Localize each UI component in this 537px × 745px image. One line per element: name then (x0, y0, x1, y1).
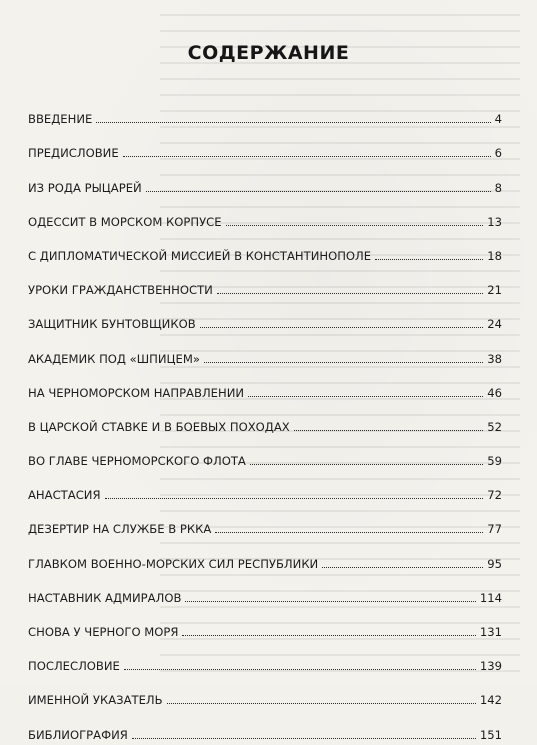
dot-leader (123, 156, 491, 157)
toc-entry-title: В ЦАРСКОЙ СТАВКЕ И В БОЕВЫХ ПОХОДАХ (28, 419, 290, 434)
dot-leader (217, 293, 483, 294)
toc-entry (28, 129, 502, 163)
toc-entry (28, 369, 502, 403)
toc-entry-page-number: 4 (494, 112, 502, 127)
dot-leader (322, 567, 483, 568)
toc-entry-title: ИЗ РОДА РЫЦАРЕЙ (28, 180, 142, 195)
dot-leader (226, 225, 484, 226)
toc-entry-page-number: 21 (487, 283, 502, 298)
toc-entry (28, 403, 502, 437)
toc-entry (28, 232, 502, 266)
dot-leader (185, 601, 475, 602)
dot-leader (375, 259, 483, 260)
toc-entry (28, 642, 502, 676)
toc-entry-page-number: 139 (479, 659, 502, 674)
toc-entry-page-number: 52 (487, 419, 502, 434)
toc-entry (28, 95, 502, 129)
toc-entry-page-number: 142 (479, 693, 502, 708)
toc-entry-title: ПРЕДИСЛОВИЕ (28, 146, 119, 161)
toc-entry (28, 676, 502, 710)
dot-leader (248, 396, 483, 397)
toc-entry-page-number: 18 (487, 248, 502, 263)
dot-leader (124, 669, 476, 670)
toc-entry-page-number: 38 (487, 351, 502, 366)
toc-entry-page-number: 114 (479, 590, 502, 605)
toc-entry (28, 437, 502, 471)
dot-leader (105, 498, 484, 499)
dot-leader (250, 464, 483, 465)
toc-entry-page-number: 8 (494, 180, 502, 195)
toc-entry (28, 710, 502, 744)
toc-entry (28, 608, 502, 642)
dot-leader (167, 703, 476, 704)
toc-entry-title: ГЛАВКОМ ВОЕННО-МОРСКИХ СИЛ РЕСПУБЛИКИ (28, 556, 319, 571)
toc-entry-title: ВВЕДЕНИЕ (28, 112, 93, 127)
toc-entry (28, 334, 502, 368)
toc-entry-title: ВО ГЛАВЕ ЧЕРНОМОРСКОГО ФЛОТА (28, 454, 246, 469)
toc-entry-title: НА ЧЕРНОМОРСКОМ НАПРАВЛЕНИИ (28, 385, 245, 400)
dot-leader (215, 532, 483, 533)
dot-leader (146, 191, 491, 192)
toc-entry-title: ПОСЛЕСЛОВИЕ (28, 659, 120, 674)
toc-entry-title: ОДЕССИТ В МОРСКОМ КОРПУСЕ (28, 214, 222, 229)
toc-entry (28, 539, 502, 573)
toc-entry-page-number: 72 (487, 488, 502, 503)
dot-leader (132, 738, 476, 739)
dot-leader (182, 635, 475, 636)
toc-entry-title: УРОКИ ГРАЖДАНСТВЕННОСТИ (28, 283, 213, 298)
toc-entry-page-number: 13 (487, 214, 502, 229)
toc-entry (28, 266, 502, 300)
toc-entry-page-number: 131 (479, 625, 502, 639)
toc-entry (28, 505, 502, 539)
toc-entry-page-number: 151 (479, 727, 502, 742)
toc-entry (28, 471, 502, 505)
toc-entry (28, 198, 502, 232)
toc-entry-title: С ДИПЛОМАТИЧЕСКОЙ МИССИЕЙ В КОНСТАНТИНОПОЛЕ (28, 248, 372, 263)
toc-entry-page-number: 24 (487, 317, 502, 332)
table-of-contents (28, 95, 502, 745)
toc-entry-title: ДЕЗЕРТИР НА СЛУЖБЕ В РККА (28, 522, 212, 537)
toc-entry-page-number: 59 (487, 454, 502, 469)
toc-entry (28, 163, 502, 197)
toc-entry-title: АНАСТАСИЯ (28, 488, 101, 503)
dot-leader (294, 430, 484, 431)
toc-entry (28, 574, 502, 608)
toc-entry-title: НАСТАВНИК АДМИРАЛОВ (28, 590, 182, 605)
page-title: СОДЕРЖАНИЕ (187, 42, 350, 64)
toc-entry-page-number: 46 (487, 385, 502, 400)
dot-leader (204, 362, 483, 363)
toc-entry-title: СНОВА У ЧЕРНОГО МОРЯ (28, 625, 179, 639)
dot-leader (200, 327, 484, 328)
toc-entry-page-number: 95 (487, 556, 502, 571)
toc-entry-title: ИМЕННОЙ УКАЗАТЕЛЬ (28, 693, 163, 708)
toc-entry (28, 300, 502, 334)
toc-entry-page-number: 77 (487, 522, 502, 537)
toc-entry-title: АКАДЕМИК ПОД «ШПИЦЕМ» (28, 351, 200, 366)
toc-entry-title: ЗАЩИТНИК БУНТОВЩИКОВ (28, 317, 196, 332)
toc-entry-page-number: 6 (494, 146, 502, 161)
dot-leader (96, 122, 490, 123)
toc-entry-title: БИБЛИОГРАФИЯ (28, 727, 128, 742)
